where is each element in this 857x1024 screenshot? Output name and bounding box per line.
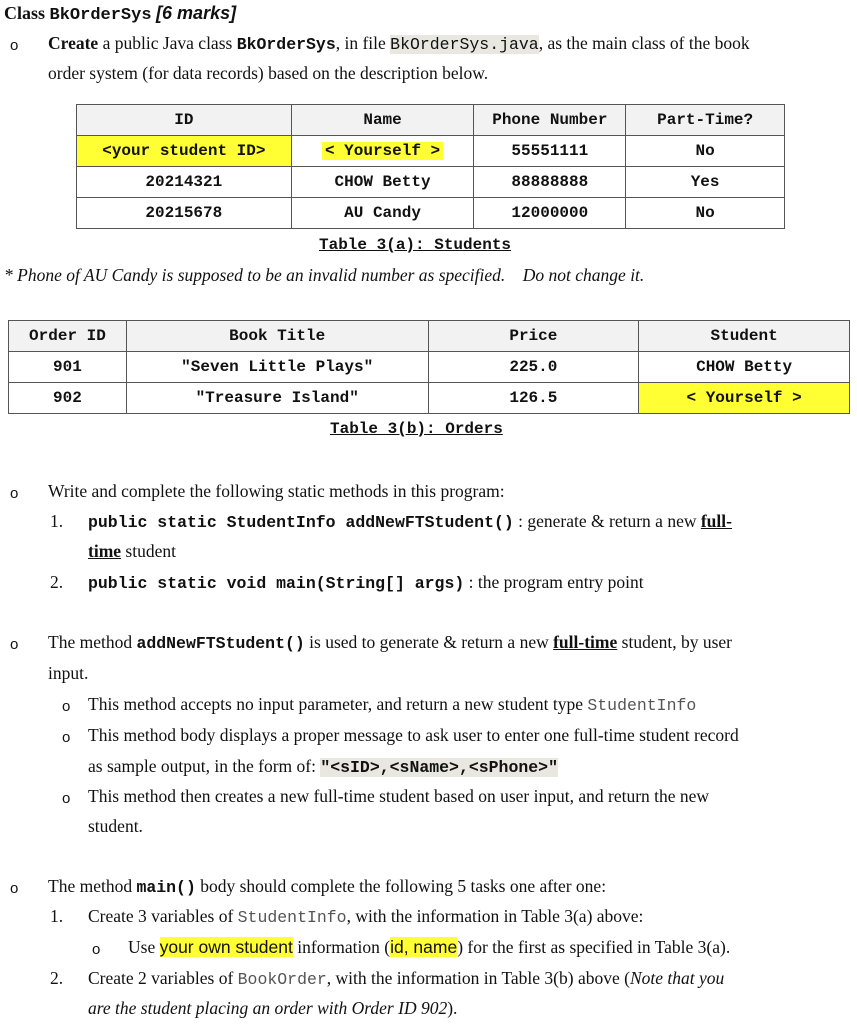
method-1-number: 1. [50, 511, 64, 531]
method-1-desc: student [121, 541, 176, 561]
intro-file-name: BkOrderSys.java [390, 35, 539, 54]
table-row [77, 136, 785, 167]
method-1-line-2 [88, 541, 176, 562]
method-1-emph: time [88, 541, 122, 561]
phone-note: * Phone of AU Candy is supposed to be an invalid number as specified. Do not change it. [4, 265, 645, 285]
add-method-bullet-2-line-1: This method body displays a proper message to ask user to enter one full-time student record [88, 725, 739, 745]
students-table-caption: Table 3(a): Students [319, 236, 512, 254]
input-format: "<sID>,<sName>,<sPhone>" [320, 758, 558, 777]
bullet-text: This method accepts no input parameter, and return a new student type [88, 694, 588, 714]
add-method-bullet-1 [88, 694, 696, 715]
highlighted-text: id, name [390, 937, 458, 957]
header-cell: Phone Number [474, 105, 626, 136]
table-cell: < Yourself > [639, 383, 850, 414]
bullet-marker: o [10, 880, 19, 897]
type-name: StudentInfo [237, 908, 347, 927]
header-cell: Part-Time? [626, 105, 785, 136]
students-table [76, 104, 785, 229]
task-text: Create 3 variables of [88, 906, 238, 926]
sub-bullet-marker: o [62, 698, 71, 715]
method-1-signature: public static StudentInfo addNewFTStudent() [88, 513, 514, 532]
methods-intro: Write and complete the following static methods in this program: [48, 481, 505, 501]
header-cell: Price [428, 321, 639, 352]
add-method-line-1 [48, 632, 732, 653]
table-cell: 88888888 [474, 167, 626, 198]
method-2-signature: public static void main(String[] args) [88, 574, 465, 593]
method-2-line [88, 572, 644, 593]
task-2-line-2 [88, 998, 457, 1019]
table-row [9, 383, 850, 414]
bullet-marker: o [10, 37, 19, 54]
table-header-row [9, 321, 850, 352]
bullet-marker: o [10, 485, 19, 502]
table-cell: AU Candy [291, 198, 474, 229]
sub-bullet-marker: o [92, 941, 101, 958]
intro-text: , in file [335, 33, 391, 53]
table-cell: 902 [9, 383, 127, 414]
task-note: are the student placing an order with Order ID 902 [88, 998, 448, 1018]
intro-create: Create [48, 33, 99, 53]
table-header-row [77, 105, 785, 136]
task-note: Note that you [629, 968, 725, 988]
header-cell: Student [639, 321, 850, 352]
add-method-line-2: input. [48, 663, 89, 683]
task-text: Use [128, 937, 160, 957]
table-cell: <your student ID> [77, 136, 292, 167]
header-cell: Order ID [9, 321, 127, 352]
table-cell: 12000000 [474, 198, 626, 229]
table-cell: CHOW Betty [291, 167, 474, 198]
method-2-desc: : the program entry point [464, 572, 644, 592]
table-cell: "Treasure Island" [126, 383, 428, 414]
task-text: Create 2 variables of [88, 968, 238, 988]
heading-marks: [6 marks] [156, 3, 237, 23]
task-1-subbullet [128, 937, 730, 958]
table-cell: 20214321 [77, 167, 292, 198]
table-cell: No [626, 198, 785, 229]
intro-line-2: order system (for data records) based on the description below. [48, 63, 489, 83]
table-cell: CHOW Betty [639, 352, 850, 383]
table-cell [291, 136, 474, 167]
add-method-bullet-2-line-2 [88, 756, 558, 777]
add-method-bullet-3-line-1: This method then creates a new full-time student based on user input, and return the new [88, 786, 710, 806]
table-cell: No [626, 136, 785, 167]
table-cell: 901 [9, 352, 127, 383]
add-method-bullet-3-line-2: student. [88, 816, 143, 836]
table-cell: 55551111 [474, 136, 626, 167]
method-1-emph: full- [700, 511, 732, 531]
add-method-text: student, by user [617, 632, 732, 652]
heading-class-name: BkOrderSys [49, 6, 152, 25]
task-text: , with the information in Table 3(a) above: [346, 906, 644, 926]
heading-prefix: Class [4, 3, 50, 23]
intro-text: , as the main class of the book [538, 33, 750, 53]
orders-table-caption: Table 3(b): Orders [330, 420, 503, 438]
orders-table [8, 320, 850, 414]
task-2-line-1 [88, 968, 724, 989]
bullet-marker: o [10, 636, 19, 653]
task-1-number: 1. [50, 906, 64, 926]
method-2-number: 2. [50, 572, 64, 592]
table-cell: 225.0 [428, 352, 639, 383]
table-row [77, 198, 785, 229]
table-cell: 20215678 [77, 198, 292, 229]
header-cell: Book Title [126, 321, 428, 352]
highlighted-value: < Yourself > [322, 142, 443, 160]
header-cell: ID [77, 105, 292, 136]
bullet-text: as sample output, in the form of: [88, 756, 321, 776]
add-method-emph: full-time [553, 632, 618, 652]
add-method-text: The method [48, 632, 137, 652]
method-1-line [88, 511, 732, 532]
header-cell: Name [291, 105, 474, 136]
table-row [9, 352, 850, 383]
intro-text: a public Java class [98, 33, 237, 53]
intro-line-1 [48, 33, 750, 54]
table-cell: Yes [626, 167, 785, 198]
task-1-line [88, 906, 643, 927]
main-method-line [48, 876, 606, 897]
highlighted-text: your own student [159, 937, 293, 957]
add-method-signature: addNewFTStudent() [136, 634, 305, 653]
sub-bullet-marker: o [62, 790, 71, 807]
task-text: ). [447, 998, 458, 1018]
table-cell: 126.5 [428, 383, 639, 414]
intro-class-name: BkOrderSys [236, 35, 336, 54]
add-method-text: is used to generate & return a new [304, 632, 554, 652]
task-2-number: 2. [50, 968, 64, 988]
main-text: body should complete the following 5 tasks one after one: [195, 876, 607, 896]
type-name: BookOrder [237, 970, 327, 989]
task-text: , with the information in Table 3(b) above ( [326, 968, 630, 988]
sub-bullet-marker: o [62, 729, 71, 746]
task-text: ) for the first as specified in Table 3(a). [457, 937, 731, 957]
type-name: StudentInfo [587, 696, 697, 715]
method-1-desc: : generate & return a new [513, 511, 701, 531]
table-row [77, 167, 785, 198]
section-heading [4, 3, 236, 25]
table-cell: "Seven Little Plays" [126, 352, 428, 383]
main-signature: main() [136, 878, 196, 897]
main-text: The method [48, 876, 137, 896]
task-text: information ( [292, 937, 391, 957]
